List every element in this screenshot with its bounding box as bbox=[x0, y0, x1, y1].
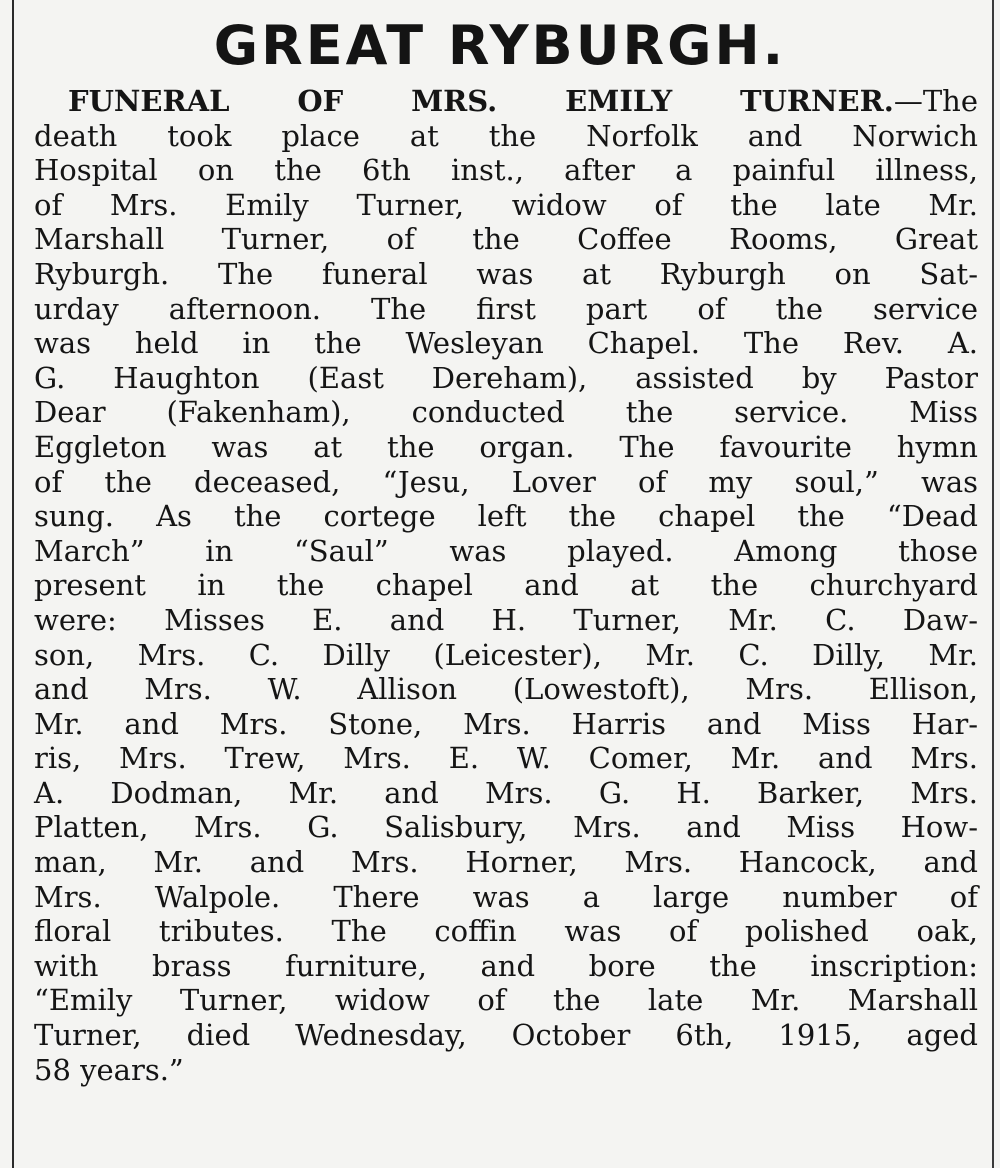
article-line-text: —The bbox=[893, 84, 978, 118]
article-body bbox=[34, 84, 978, 1087]
article-line: Dear (Fakenham), conducted the service. Miss bbox=[34, 395, 978, 430]
article-line: Turner, died Wednesday, October 6th, 1915, aged bbox=[34, 1018, 978, 1053]
article-line: urday afternoon. The first part of the service bbox=[34, 291, 978, 326]
article-line: were: Misses E. and H. Turner, Mr. C. Daw- bbox=[34, 602, 978, 637]
article-line: Eggleton was at the organ. The favourite hymn bbox=[34, 429, 978, 464]
article-line: “Emily Turner, widow of the late Mr. Marshall bbox=[34, 983, 978, 1018]
article-line: of Mrs. Emily Turner, widow of the late Mr. bbox=[34, 187, 978, 222]
article-line: floral tributes. The coffin was of polished oak, bbox=[34, 914, 978, 949]
article-line: with brass furniture, and bore the inscription: bbox=[34, 948, 978, 983]
article-line: March” in “Saul” was played. Among those bbox=[34, 533, 978, 568]
article-line bbox=[34, 84, 978, 119]
article-line: present in the chapel and at the churchyard bbox=[34, 568, 978, 603]
article-line: G. Haughton (East Dereham), assisted by Pastor bbox=[34, 360, 978, 395]
article-line: Mr. and Mrs. Stone, Mrs. Harris and Miss Har- bbox=[34, 706, 978, 741]
article-line: ris, Mrs. Trew, Mrs. E. W. Comer, Mr. and Mrs. bbox=[34, 741, 978, 776]
article-line: man, Mr. and Mrs. Horner, Mrs. Hancock, and bbox=[34, 845, 978, 880]
article-line: Ryburgh. The funeral was at Ryburgh on Sat- bbox=[34, 256, 978, 291]
article-line: of the deceased, “Jesu, Lover of my soul,” was bbox=[34, 464, 978, 499]
right-column-rule bbox=[992, 0, 994, 1168]
article-line: Hospital on the 6th inst., after a painful illness, bbox=[34, 153, 978, 188]
article-line: A. Dodman, Mr. and Mrs. G. H. Barker, Mrs. bbox=[34, 775, 978, 810]
article-line: sung. As the cortege left the chapel the “Dead bbox=[34, 499, 978, 534]
article-line: Platten, Mrs. G. Salisbury, Mrs. and Miss How- bbox=[34, 810, 978, 845]
headline: GREAT RYBURGH. bbox=[213, 14, 787, 77]
left-column-rule bbox=[12, 0, 14, 1168]
article-line: was held in the Wesleyan Chapel. The Rev. A. bbox=[34, 326, 978, 361]
article-line: 58 years.” bbox=[34, 1052, 184, 1087]
article-line: and Mrs. W. Allison (Lowestoft), Mrs. Ellison, bbox=[34, 672, 978, 707]
article-title: FUNERAL OF MRS. EMILY TURNER. bbox=[68, 84, 894, 118]
article-line: Marshall Turner, of the Coffee Rooms, Great bbox=[34, 222, 978, 257]
article-line: son, Mrs. C. Dilly (Leicester), Mr. C. Dilly, Mr. bbox=[34, 637, 978, 672]
article-line: death took place at the Norfolk and Norwich bbox=[34, 118, 978, 153]
article-line: Mrs. Walpole. There was a large number of bbox=[34, 879, 978, 914]
